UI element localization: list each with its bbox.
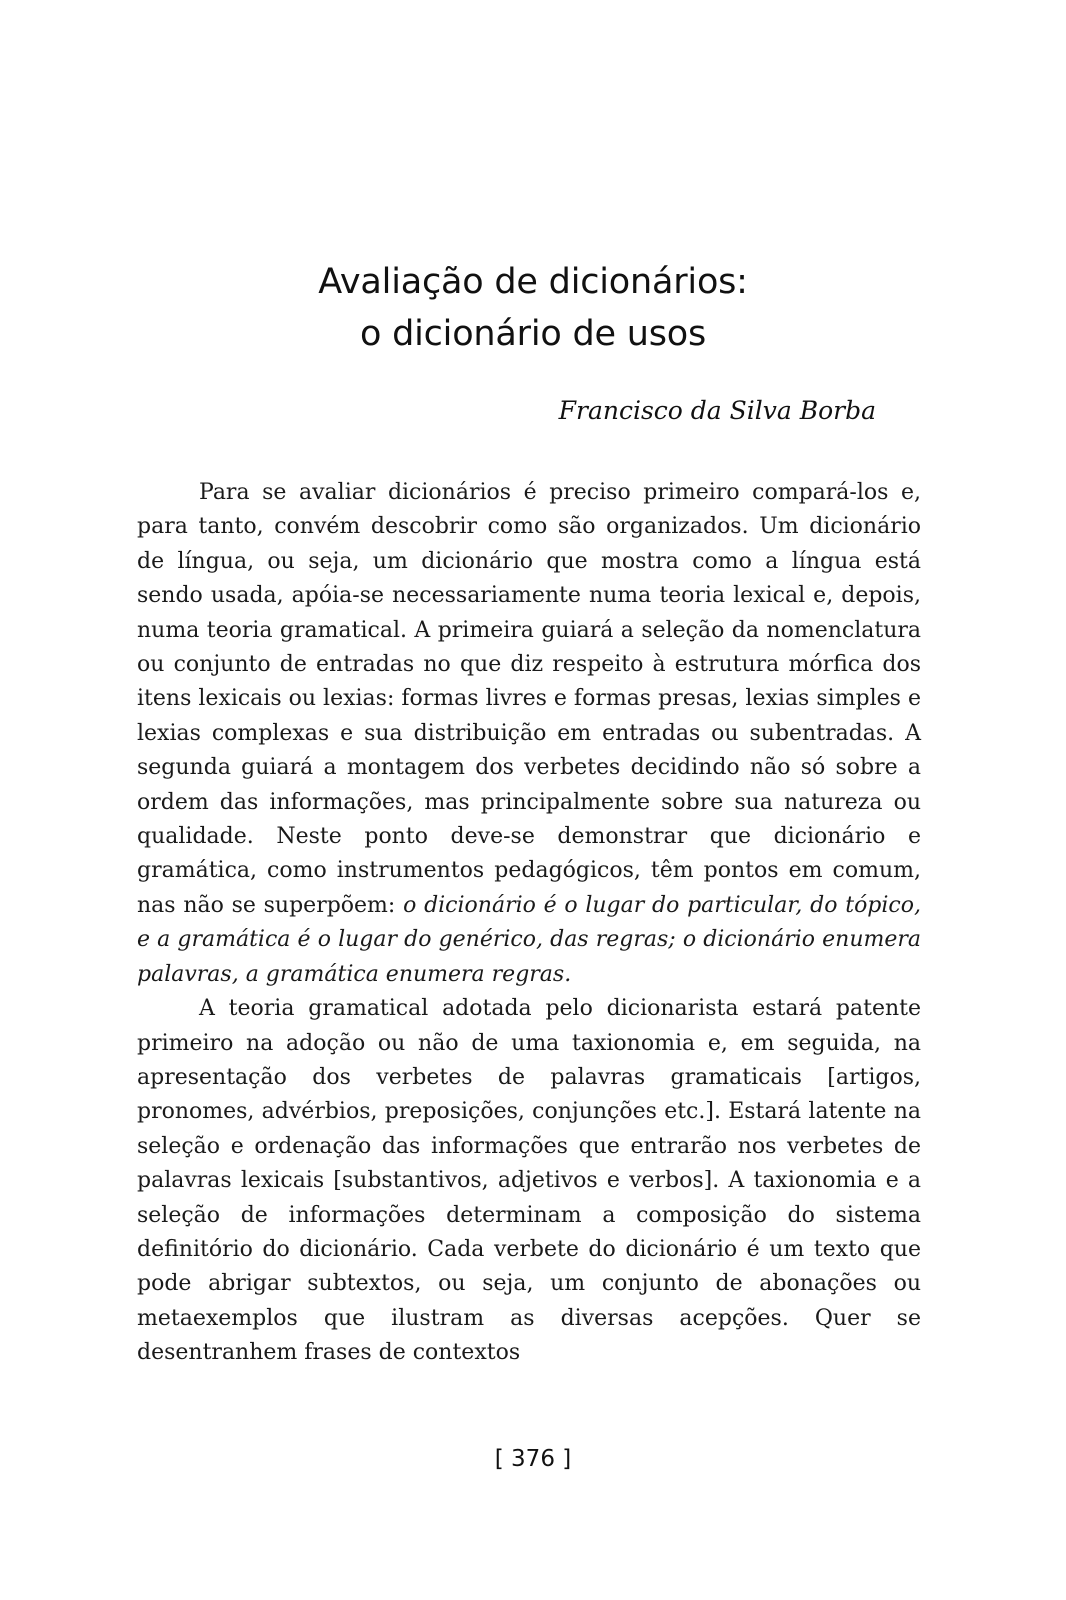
chapter-title xyxy=(0,256,1066,360)
chapter-title-line-1: Avaliação de dicionários: xyxy=(318,262,748,302)
chapter-title-line-2: o dicionário de usos xyxy=(359,314,707,354)
paragraph-2: A teoria gramatical adotada pelo dicionarista estará patente primeiro na adoção ou não de uma taxionomia e, em seguida, na apresentação dos verbetes de palavras gramaticais [artigos, pronomes, advérbios, preposições, conjunções etc.]. Estará latente na seleção e ordenação das informações que entrarão nos verbetes de palavras lexicais [substantivos, adjetivos e verbos]. A taxionomia e a seleção de informações determinam a composição do sistema definitório do dicionário. Cada verbete do dicionário é um texto que pode abrigar subtextos, ou seja, um conjunto de abonações ou metaexemplos que ilustram as diversas acepções. Quer se desentranhem frases de contextos xyxy=(137,996,921,1366)
page-number: [ 376 ] xyxy=(494,1446,572,1472)
paragraph-1-text: Para se avaliar dicionários é preciso primeiro compará-los e, para tanto, convém descobrir como são organizados. Um dicionário de língua, ou seja, um dicionário que mostra como a língua está sendo usada, apóia-se necessariamente numa teoria lexical e, depois, numa teoria gramatical. A primeira guiará a seleção da nomenclatura ou conjunto de entradas no que diz respeito à estrutura mórfica dos itens lexicais ou lexias: formas livres e formas presas, lexias simples e lexias complexas e sua distribuição em entradas ou subentradas. A segunda guiará a montagem dos verbetes decidindo não só sobre a ordem das informações, mas principalmente sobre sua natureza ou qualidade. Neste ponto deve-se demonstrar que dicionário e gramática, como instrumentos pedagógicos, têm pontos em comum, nas não se superpõem: xyxy=(137,480,921,918)
paragraph-1-italic-text: o dicionário é o lugar do particular, do tópico, e a gramática é o lugar do genérico, das regras; o dicionário enumera palavras, a gramática enumera regras. xyxy=(137,892,921,987)
body-text xyxy=(137,476,921,1371)
paragraph-1 xyxy=(137,476,921,992)
author-name: Francisco da Silva Borba xyxy=(558,396,876,425)
